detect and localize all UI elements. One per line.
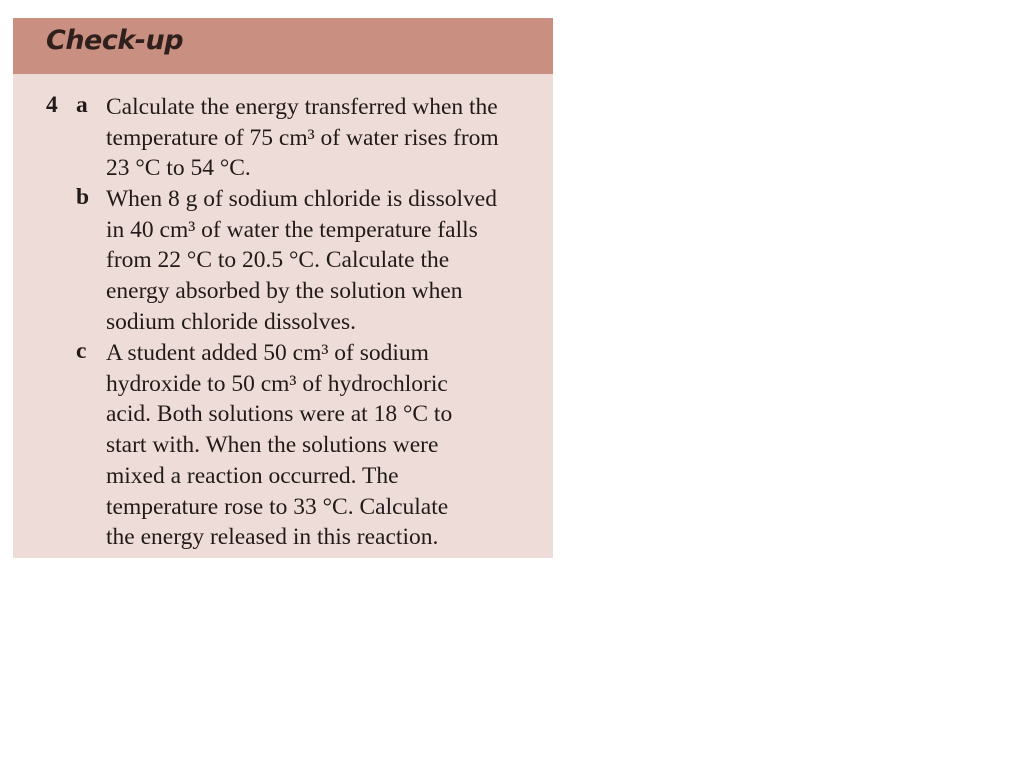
text-line: acid. Both solutions were at 18 °C to bbox=[106, 401, 453, 428]
question-number: 4 bbox=[46, 92, 58, 118]
text-line: in 40 cm³ of water the temperature falls bbox=[106, 216, 478, 243]
part-letter: b bbox=[76, 184, 90, 210]
text-line: Calculate the energy transferred when the bbox=[106, 94, 498, 120]
part-text bbox=[106, 92, 546, 184]
text-line: temperature rose to 33 °C. Calculate bbox=[106, 493, 449, 520]
header-banner bbox=[13, 18, 553, 74]
part-letter: a bbox=[76, 92, 88, 118]
text-line: When 8 g of sodium chloride is dissolved bbox=[106, 186, 497, 212]
text-line: start with. When the solutions were bbox=[106, 432, 439, 459]
text-line: hydroxide to 50 cm³ of hydrochloric bbox=[106, 370, 448, 397]
header-title: Check-up bbox=[46, 25, 184, 56]
text-line: temperature of 75 cm³ of water rises from bbox=[106, 124, 499, 151]
text-line: A student added 50 cm³ of sodium bbox=[106, 340, 429, 366]
text-line: sodium chloride dissolves. bbox=[106, 308, 356, 335]
part-letter: c bbox=[76, 338, 87, 364]
part-text bbox=[106, 338, 546, 553]
text-line: mixed a reaction occurred. The bbox=[106, 462, 399, 489]
text-line: 23 °C to 54 °C. bbox=[106, 155, 251, 182]
text-line: energy absorbed by the solution when bbox=[106, 278, 463, 305]
text-line: the energy released in this reaction. bbox=[106, 524, 439, 551]
check-up-box bbox=[13, 18, 553, 558]
part-text bbox=[106, 184, 546, 338]
text-line: from 22 °C to 20.5 °C. Calculate the bbox=[106, 247, 450, 274]
